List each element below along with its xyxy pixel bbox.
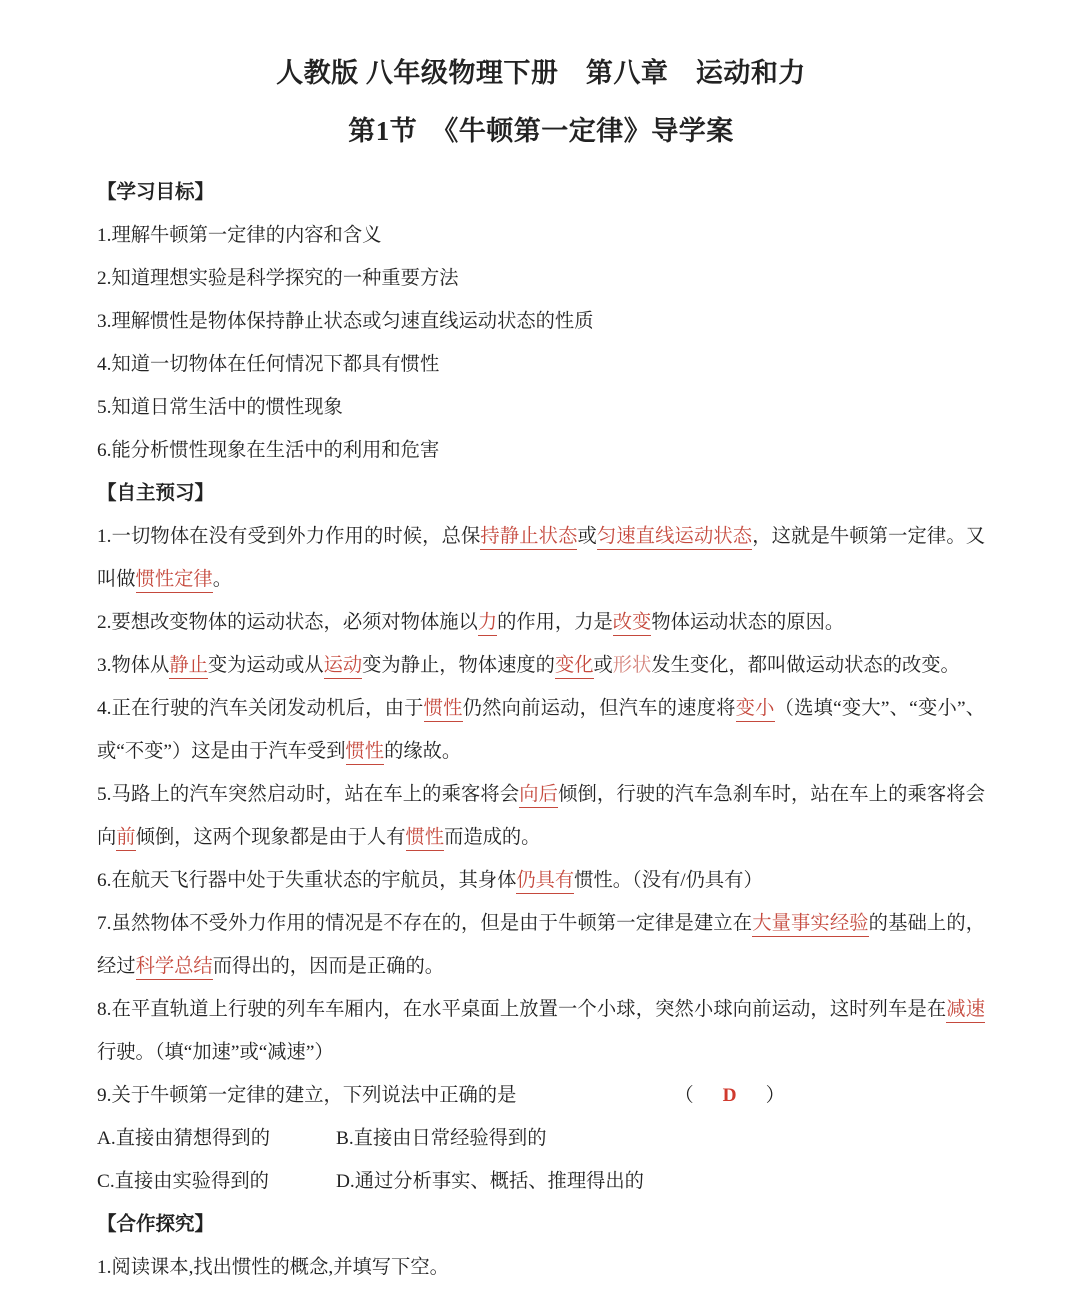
- paragraph: [97, 1117, 985, 1160]
- section-body-learning-goals: [97, 214, 985, 472]
- answer-text: 惯性: [346, 741, 385, 765]
- body-text: 变为运动或从: [207, 655, 324, 676]
- body-text: 9.关于牛顿第一定律的建立，下列说法中正确的是: [97, 1085, 517, 1106]
- body-text: 6.能分析惯性现象在生活中的利用和危害: [97, 440, 440, 461]
- section-body-cooperative-inquiry: [97, 1246, 985, 1289]
- paragraph: [97, 859, 985, 902]
- section-heading-self-preview: 【自主预习】: [97, 483, 215, 504]
- body-text: 而得出的，因而是正确的。: [212, 956, 445, 977]
- paragraph: [97, 988, 985, 1074]
- paragraph: [97, 1074, 985, 1117]
- paragraph: [97, 429, 985, 472]
- section-learning-goals: [97, 171, 985, 472]
- body-text: 而造成的。: [444, 827, 541, 848]
- body-text: 的作用，力是: [497, 612, 613, 633]
- answer-text: 静止: [169, 655, 208, 679]
- body-text: 7.虽然物体不受外力作用的情况是不存在的，但是由于牛顿第一定律是建立在: [97, 913, 753, 934]
- section-cooperative-inquiry: [97, 1203, 985, 1289]
- body-text: 3.理解惯性是物体保持静止状态或匀速直线运动状态的性质: [97, 311, 594, 332]
- paragraph: [97, 515, 985, 601]
- answer-text: 前: [116, 827, 135, 851]
- answer-text: 科学总结: [136, 956, 213, 980]
- answer-text: 减速: [946, 999, 985, 1023]
- body-text: 发生变化，都叫做运动状态的改变。: [651, 655, 960, 676]
- body-text: 2.知道理想实验是科学探究的一种重要方法: [97, 268, 459, 289]
- body-text: 或: [577, 526, 597, 547]
- body-text: 。: [212, 569, 232, 590]
- paragraph: [97, 300, 985, 343]
- paragraph: [97, 601, 985, 644]
- section-self-preview: [97, 472, 985, 1203]
- answer-text: 惯性: [424, 698, 463, 722]
- section-heading-cooperative-inquiry: 【合作探究】: [97, 1214, 215, 1235]
- paragraph: [97, 773, 985, 859]
- answer-text: 力: [478, 612, 497, 636]
- paragraph: [97, 214, 985, 257]
- paragraph: [97, 257, 985, 300]
- body-text: D.通过分析事实、概括、推理得出的: [336, 1171, 644, 1192]
- answer-text: 变化: [555, 655, 594, 679]
- body-text: 仍然向前运动，但汽车的速度将: [462, 698, 736, 719]
- document-title: 人教版 八年级物理下册 第八章 运动和力: [276, 58, 806, 88]
- body-text: 4.正在行驶的汽车关闭发动机后，由于: [97, 698, 424, 719]
- body-text: 倾倒，行驶的汽车急刹车时，站在车上的乘客将会向: [97, 784, 986, 848]
- paragraph: [97, 687, 985, 773]
- answer-text: 向后: [519, 784, 558, 808]
- body-text: 行驶。（填“加速”或“减速”）: [97, 1042, 334, 1063]
- paragraph: [97, 902, 985, 988]
- body-text: 4.知道一切物体在任何情况下都具有惯性: [97, 354, 440, 375]
- answer-text: 惯性定律: [136, 569, 213, 593]
- body-text: 或: [593, 655, 613, 676]
- body-text: 惯性。（没有/仍具有）: [574, 870, 763, 891]
- answer-text: 改变: [613, 612, 652, 636]
- body-text: 6.在航天飞行器中处于失重状态的宇航员，其身体: [97, 870, 517, 891]
- body-text: 8.在平直轨道上行驶的列车车厢内，在水平桌面上放置一个小球，突然小球向前运动，这时列车是在: [97, 999, 947, 1020]
- document-subtitle: 第1节 《牛顿第一定律》导学案: [348, 116, 734, 146]
- paragraph: [97, 343, 985, 386]
- body-text: ，这就是牛顿第一定律。又叫做: [97, 526, 986, 590]
- answer-text: 运动: [324, 655, 363, 679]
- body-text: 2.要想改变物体的运动状态，必须对物体施以: [97, 612, 478, 633]
- answer-text: 持静止状态: [480, 526, 577, 550]
- body-text: （: [674, 1085, 694, 1106]
- body-text: A.直接由猜想得到的: [97, 1128, 270, 1149]
- answer-text: 形状: [612, 655, 652, 676]
- body-text: 1.理解牛顿第一定律的内容和含义: [97, 225, 382, 246]
- body-text: 5.马路上的汽车突然启动时，站在车上的乘客将会: [97, 784, 520, 805]
- body-text: 物体运动状态的原因。: [651, 612, 845, 633]
- section-heading-learning-goals: 【学习目标】: [97, 182, 215, 203]
- answer-text: 变小: [736, 698, 775, 722]
- body-text: ）: [765, 1085, 785, 1106]
- body-text: 变为静止，物体速度的: [362, 655, 555, 676]
- section-body-self-preview: [97, 515, 985, 1203]
- paragraph: [97, 644, 985, 687]
- body-text: 倾倒，这两个现象都是由于人有: [135, 827, 406, 848]
- body-text: （选填“变大”、“变小”、或“不变”）这是由于汽车受到: [97, 698, 986, 762]
- paragraph: [97, 1246, 985, 1289]
- answer-text: 仍具有: [516, 870, 574, 894]
- body-text: 的基础上的，经过: [97, 913, 986, 977]
- body-text: C.直接由实验得到的: [97, 1171, 269, 1192]
- body-text: 3.物体从: [97, 655, 170, 676]
- body-text: 1.阅读课本,找出惯性的概念,并填写下空。: [97, 1257, 449, 1278]
- body-text: 的缘故。: [384, 741, 462, 762]
- body-text: 5.知道日常生活中的惯性现象: [97, 397, 343, 418]
- body-text: B.直接由日常经验得到的: [336, 1128, 547, 1149]
- paragraph: [97, 1160, 985, 1203]
- answer-text: D: [722, 1085, 737, 1106]
- answer-text: 惯性: [406, 827, 445, 851]
- answer-text: 匀速直线运动状态: [597, 526, 752, 550]
- paragraph: [97, 386, 985, 429]
- body-text: 1.一切物体在没有受到外力作用的时候，总保: [97, 526, 481, 547]
- answer-text: 大量事实经验: [752, 913, 868, 937]
